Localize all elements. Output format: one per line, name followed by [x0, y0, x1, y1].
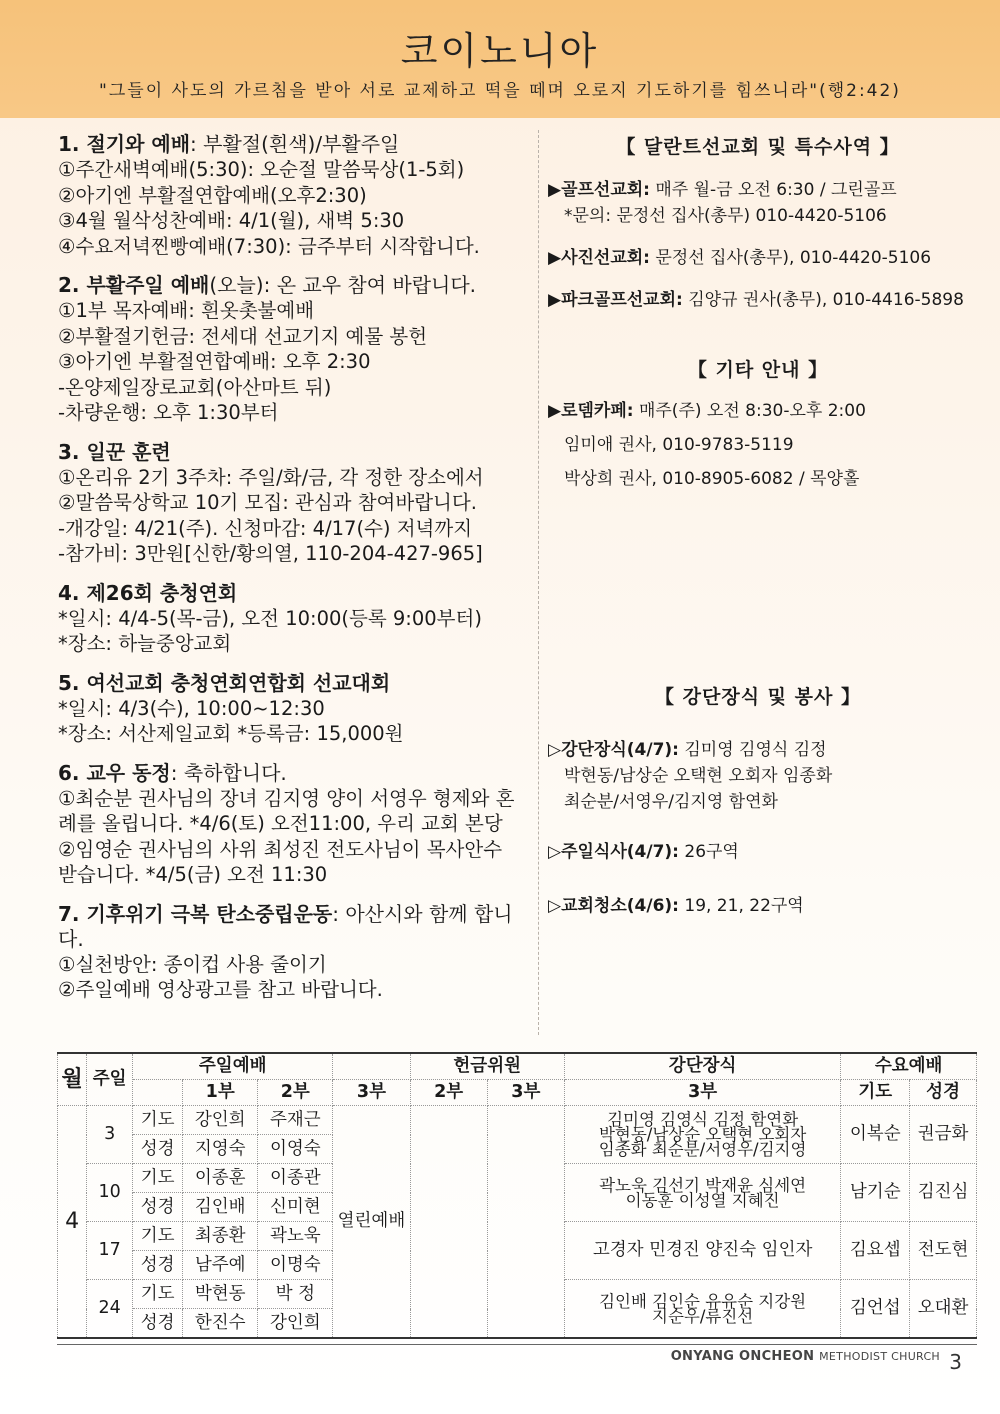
- announcement-line: ①실천방안: 종이컵 사용 줄이기: [58, 952, 327, 976]
- announcement-line: *장소: 하늘중앙교회: [58, 632, 232, 655]
- section-title: 7. 기후위기 극복 탄소중립운동: [58, 901, 333, 926]
- header-offering-2bu: 2부: [410, 1080, 487, 1106]
- table-row: 성경 한진수 강인희: [58, 1309, 977, 1339]
- church-brand: ONYANG ONCHEON METHODIST CHURCH: [670, 1349, 940, 1364]
- parkgolf-mission-item: ▶파크골프선교회: 김양규 권사(총무), 010-4416-5898: [548, 290, 964, 310]
- footer-rule: [57, 1344, 977, 1345]
- column-divider: [538, 130, 539, 1035]
- page-header: [0, 0, 1000, 118]
- announcement-line: 례를 올립니다. *4/6(토) 오전11:00, 우리 교회 본당: [58, 812, 503, 835]
- section-title-rest: : 아산시와 함께 합니다.: [58, 901, 513, 951]
- section-title: 6. 교우 동정: [58, 760, 171, 785]
- table-header-row: [58, 1053, 977, 1080]
- section-title-rest: : 부활절(흰색)/부활주일: [190, 132, 400, 156]
- month-cell: 4: [58, 1106, 87, 1339]
- section-title: 1. 절기와 예배: [58, 132, 191, 156]
- table-row: 10 기도 이종훈 이종관 곽노욱 김선기 박재윤 심세연 이동훈 이성열 지혜진 남기순 김진심: [58, 1164, 977, 1193]
- section-easter-service: [58, 273, 538, 426]
- announcements-column: [58, 132, 538, 1017]
- section-member-news: [58, 761, 538, 888]
- header-3bu: 3부: [333, 1080, 410, 1106]
- announcement-line: ①온리유 2기 3주차: 주일/화/금, 각 정한 장소에서: [58, 465, 484, 489]
- section-title-rest: : 축하합니다.: [170, 760, 287, 785]
- cafe-contact: 박상희 권사, 010-8905-6082 / 목양홀: [564, 469, 860, 489]
- header-verse: "그들이 사도의 가르침을 받아 서로 교제하고 떡을 떼며 오로지 기도하기를 힘쓰니라"(행2:42): [99, 81, 901, 101]
- header-bible: 성경: [910, 1080, 977, 1106]
- announcement-line: ③4월 월삭성찬예배: 4/1(월), 새벽 5:30: [58, 209, 405, 232]
- cafe-contact: 임미애 권사, 010-9783-5119: [564, 435, 794, 455]
- week-cell: 3: [87, 1106, 133, 1164]
- golf-mission-item: ▶골프선교회: 매주 월-금 오전 6:30 / 그린골프: [548, 180, 897, 200]
- announcement-line: ②아기엔 부활절연합예배(오후2:30): [58, 183, 367, 207]
- section-title: 2. 부활주일 예배: [58, 273, 210, 297]
- header-offering-3bu: 3부: [487, 1080, 564, 1106]
- meal-item: ▷주일식사(4/7): 26구역: [548, 842, 739, 862]
- section-title: 4. 제26회 충청연회: [58, 580, 238, 605]
- golf-mission-contact: *문의: 문정선 집사(총무) 010-4420-5106: [564, 206, 887, 226]
- schedule-table: [57, 1052, 977, 1339]
- altar-heading: 【 강단장식 및 봉사 】: [655, 686, 861, 708]
- announcement-line: *장소: 서산제일교회 *등록금: 15,000원: [58, 722, 404, 745]
- cafe-item: ▶로뎀카페: 매주(주) 오전 8:30-오후 2:00: [548, 401, 866, 421]
- header-wednesday: 수요예배: [841, 1053, 977, 1080]
- header-sunday-worship: 주일예배: [133, 1053, 333, 1080]
- altar-cell: 곽노욱 김선기 박재윤 심세연 이동훈 이성열 지혜진: [564, 1164, 840, 1222]
- announcement-line: 받습니다. *4/5(금) 오전 11:30: [58, 863, 328, 886]
- announcement-line: *일시: 4/3(수), 10:00~12:30: [58, 696, 325, 720]
- announcement-line: ②주일예배 영상광고를 참고 바랍니다.: [58, 978, 383, 1001]
- table-row: 성경 지영숙 이영숙: [58, 1135, 977, 1164]
- photo-mission-item: ▶사진선교회: 문정선 집사(총무), 010-4420-5106: [548, 248, 932, 268]
- etc-heading: 【 기타 안내 】: [687, 359, 829, 381]
- announcement-line: -온양제일장로교회(아산마트 뒤): [58, 375, 332, 399]
- section-conference: [58, 581, 538, 657]
- section-worship: [58, 132, 538, 259]
- altar-cell: 김인배 김인순 유유순 지강원 지순우/류진선: [564, 1280, 840, 1339]
- cleaning-item: ▷교회청소(4/6): 19, 21, 22구역: [548, 896, 804, 916]
- section-title: 3. 일꾼 훈련: [58, 439, 171, 464]
- table-row: 17 기도 최종환 곽노욱 고경자 민경진 양진숙 임인자 김요셉 전도현: [58, 1222, 977, 1251]
- week-cell: 17: [87, 1222, 133, 1280]
- header-week: 주일: [87, 1053, 133, 1106]
- announcement-line: *일시: 4/4-5(목-금), 오전 10:00(등록 9:00부터): [58, 606, 482, 630]
- header-month: 월: [58, 1053, 87, 1106]
- section-title: 5. 여선교회 충청연회연합회 선교대회: [58, 670, 391, 695]
- announcement-line: ①최순분 권사님의 장녀 김지영 양이 서영우 형제와 혼: [58, 786, 515, 810]
- announcement-line: -개강일: 4/21(주). 신청마감: 4/17(수) 저녁까지: [58, 516, 473, 540]
- announcement-line: ②말씀묵상학교 10기 모집: 관심과 참여바랍니다.: [58, 491, 477, 514]
- altar-cell: 김미영 김영식 김정 함연화 박현동/남상순 오택현 오회자 임종화 최순분/서영우/김지영: [564, 1106, 840, 1164]
- header-2bu: 2부: [258, 1080, 333, 1106]
- altar-cell: 고경자 민경진 양진숙 임인자: [564, 1222, 840, 1280]
- open-worship-cell: 열린예배: [333, 1106, 410, 1339]
- altar-deco-names: 박현동/남상순 오택현 오회자 임종화: [564, 766, 833, 786]
- section-title-rest: (오늘): 온 교우 참여 바랍니다.: [209, 273, 477, 297]
- announcement-line: ①1부 목자예배: 흰옷촛불예배: [58, 299, 315, 322]
- table-row: 4 3 기도 강인희 주재근 열린예배 김미영 김영식 김정 함연화 박현동/남상순 오택현 오회자 임종화 최순분/서영우/김지영 이복순 권금화: [58, 1106, 977, 1135]
- announcement-line: ②임영순 권사님의 사위 최성진 전도사님이 목사안수: [58, 837, 503, 861]
- header-altar-3bu: 3부: [564, 1080, 840, 1106]
- announcement-line: ②부활절기헌금: 전세대 선교기지 예물 봉헌: [58, 324, 428, 348]
- announcement-line: ④수요저녁찐빵예배(7:30): 금주부터 시작합니다.: [58, 234, 480, 258]
- section-climate: [58, 902, 538, 1003]
- header-altar: 강단장식: [564, 1053, 840, 1080]
- header-1bu: 1부: [183, 1080, 258, 1106]
- announcement-line: -참가비: 3만원[신한/황의열, 110-204-427-965]: [58, 542, 483, 565]
- week-cell: 24: [87, 1280, 133, 1339]
- table-subheader-row: [58, 1080, 977, 1106]
- altar-deco-item: ▷강단장식(4/7): 김미영 김영식 김정: [548, 740, 827, 760]
- page-number: 3: [949, 1350, 962, 1374]
- section-women-mission: [58, 671, 538, 747]
- info-column: [548, 132, 968, 919]
- page-title: 코이노니아: [400, 29, 600, 73]
- altar-deco-names: 최순분/서영우/김지영 함연화: [564, 792, 778, 812]
- section-training: [58, 440, 538, 567]
- announcement-line: -차량운행: 오후 1:30부터: [58, 401, 279, 424]
- table-row: 성경 남주예 이명숙: [58, 1251, 977, 1280]
- announcement-line: ③아기엔 부활절연합예배: 오후 2:30: [58, 350, 371, 373]
- announcement-line: ①주간새벽예배(5:30): 오순절 말씀묵상(1-5회): [58, 158, 465, 181]
- header-pray: 기도: [841, 1080, 910, 1106]
- mission-heading: 【 달란트선교회 및 특수사역 】: [616, 136, 900, 158]
- table-row: 24 기도 박현동 박 정 김인배 김인순 유유순 지강원 지순우/류진선 김언섭 오대환: [58, 1280, 977, 1309]
- header-offering: 헌금위원: [410, 1053, 564, 1080]
- table-row: 성경 김인배 신미현: [58, 1193, 977, 1222]
- week-cell: 10: [87, 1164, 133, 1222]
